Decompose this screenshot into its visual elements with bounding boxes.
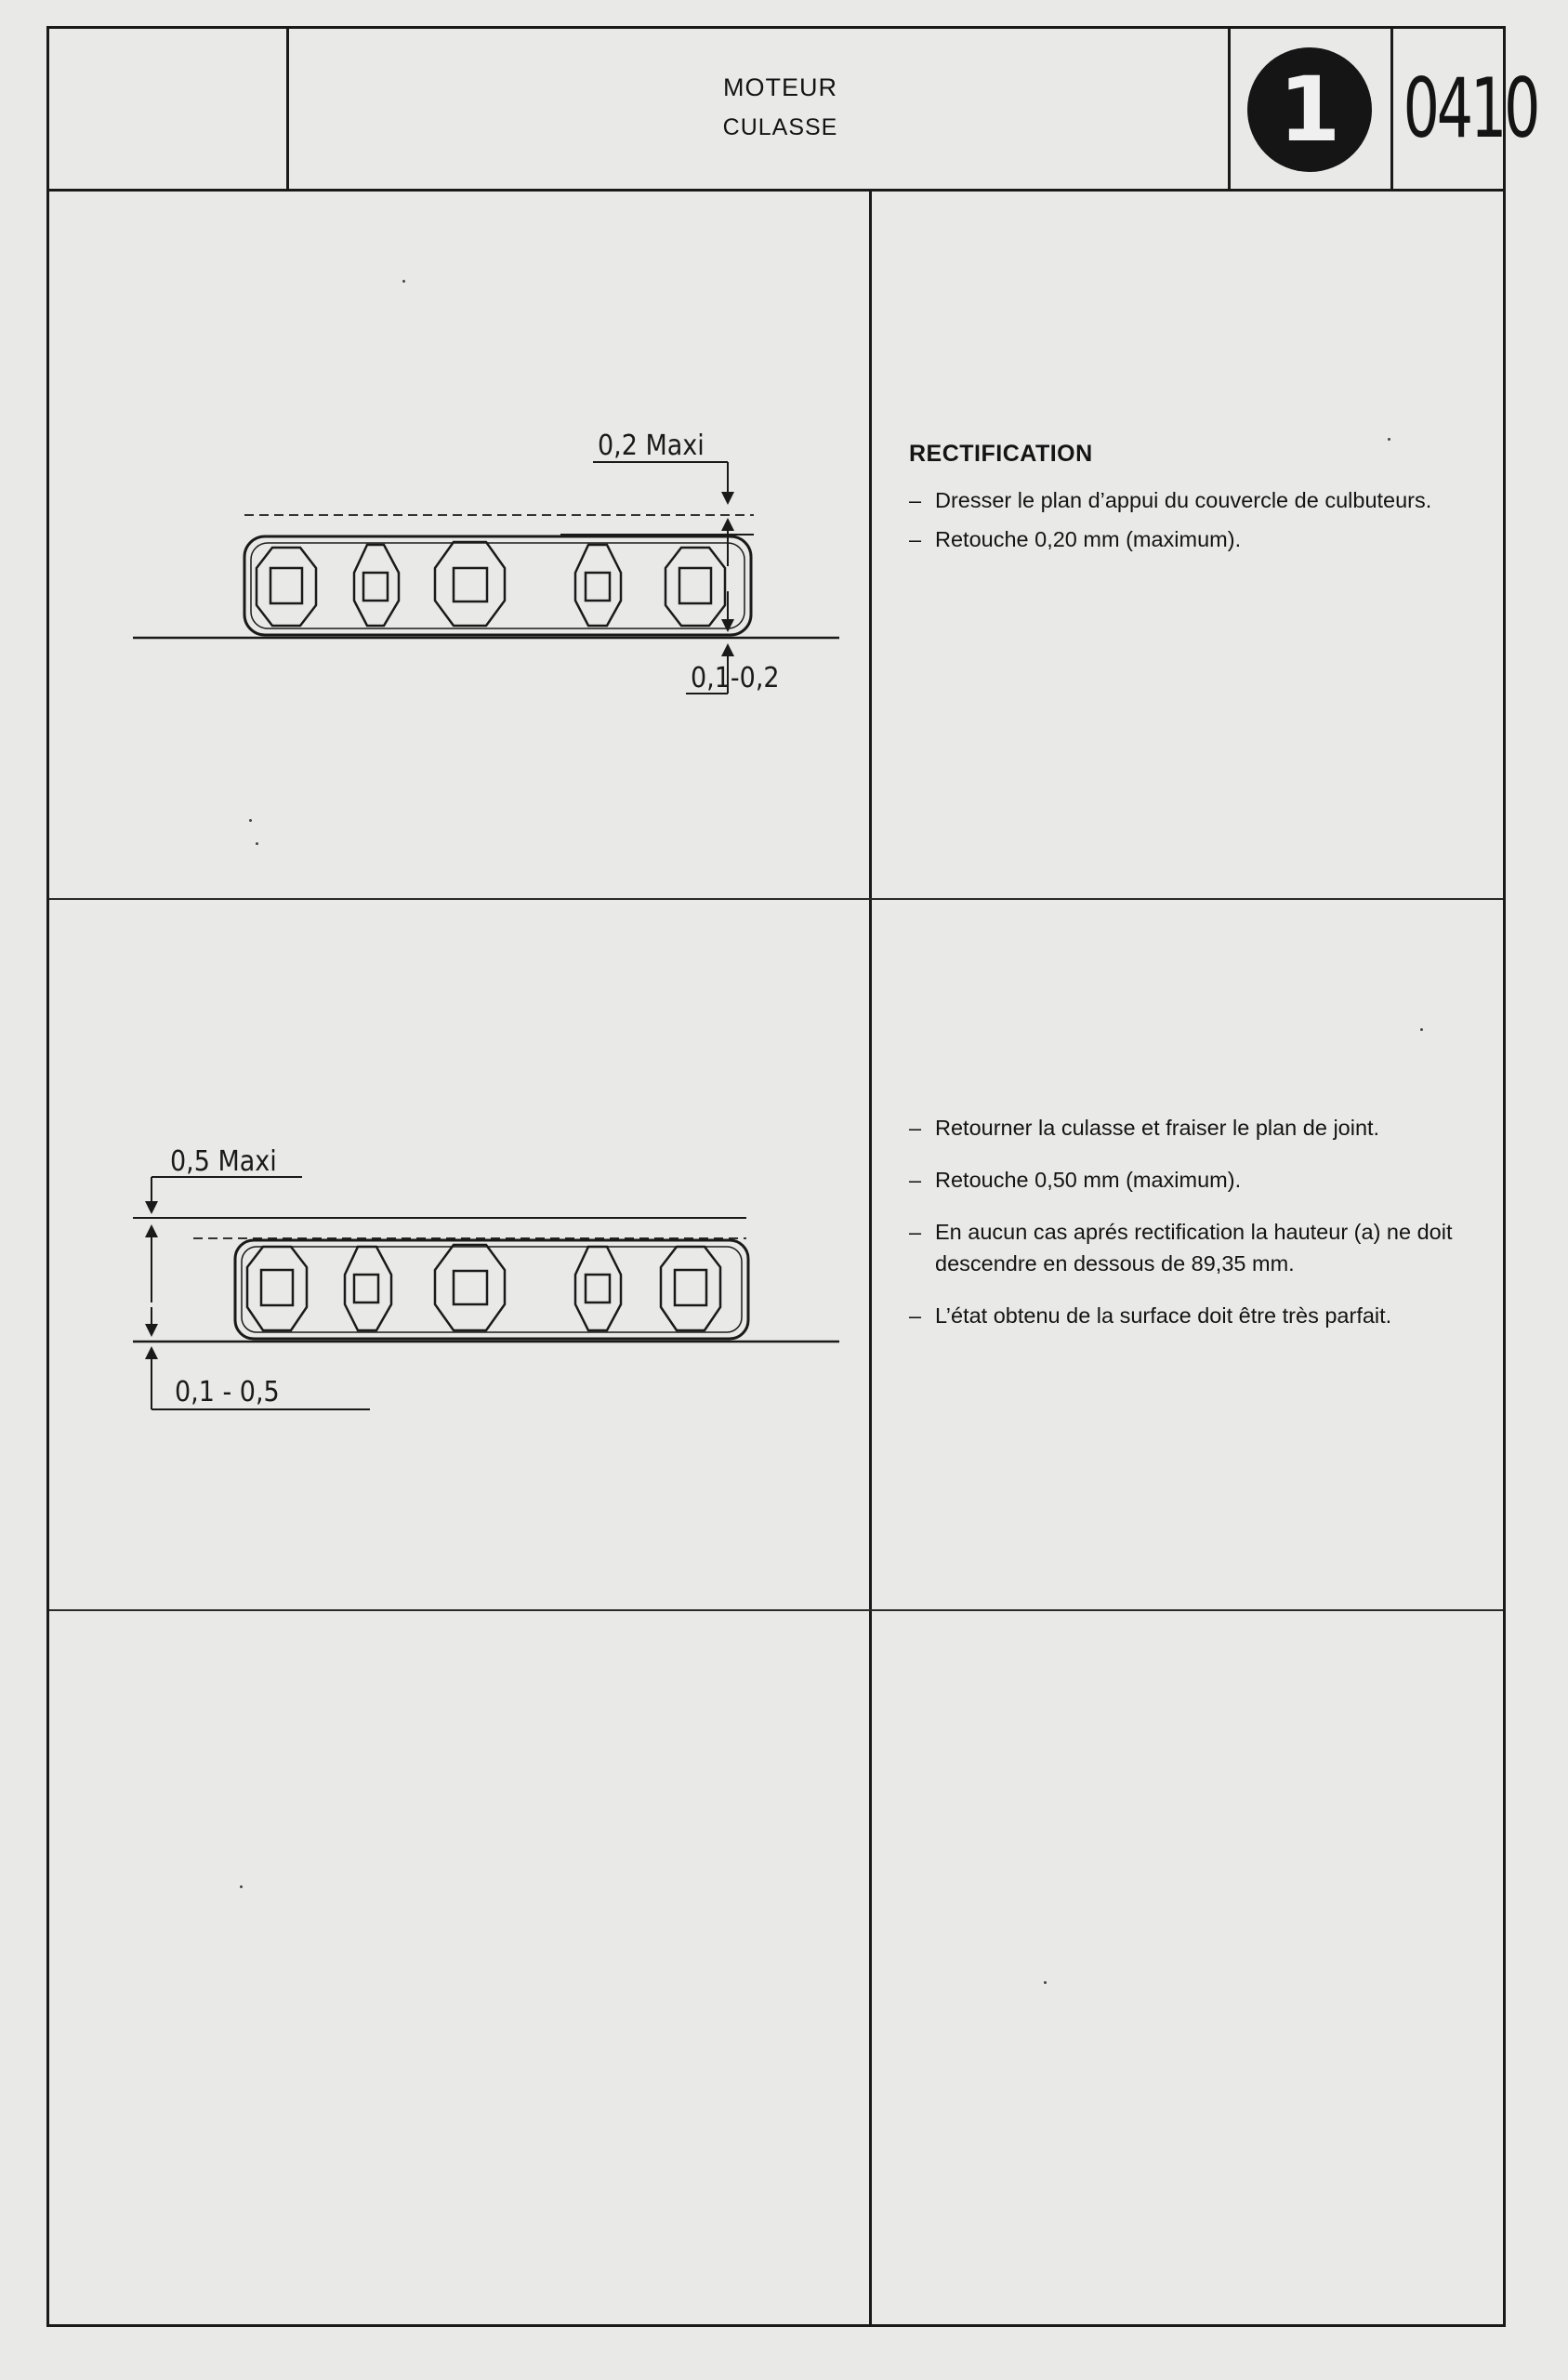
page-subtitle: CULASSE [722, 114, 838, 140]
section-heading: RECTIFICATION [909, 441, 1093, 467]
cylinder-head-diagram-top [133, 382, 858, 717]
dimension-label-top: 0,2 Maxi [598, 430, 705, 462]
header-title-cell [286, 29, 1274, 189]
list-item: – Dresser le plan d’appui du couvercle de culbuteurs. [909, 488, 1432, 512]
dimension-label-bottom: 0,1 - 0,5 [175, 1376, 280, 1408]
list-item: – Retourner la culasse et fraiser le plan de joint. [909, 1116, 1380, 1140]
section-1-text [909, 438, 1467, 555]
chapter-number-badge: 1 [1247, 47, 1372, 172]
column-divider [869, 189, 872, 2327]
row-divider-2 [49, 1609, 1503, 1611]
dimension-label-bottom: 0,1-0,2 [691, 662, 780, 694]
section-2-text [909, 1112, 1485, 1331]
list-item: – Retouche 0,50 mm (maximum). [909, 1168, 1242, 1192]
row-divider-1 [49, 898, 1503, 900]
page-title: MOTEUR [723, 73, 837, 101]
list-item: – En aucun cas aprés rectification la hauteur (a) ne doit descendre en dessous de 89,35 mm. [909, 1220, 1453, 1276]
list-item: – L’état obtenu de la surface doit être très parfait. [909, 1303, 1392, 1328]
header-empty-cell [49, 29, 289, 189]
cylinder-head-diagram-bottom [105, 1107, 849, 1423]
page-header [49, 29, 1538, 192]
document-sheet [46, 26, 1538, 2327]
dimension-label-top: 0,5 Maxi [170, 1145, 277, 1178]
chapter-badge-cell [1228, 29, 1393, 189]
list-item: – Retouche 0,20 mm (maximum). [909, 527, 1242, 551]
page-code: 0410 [1403, 60, 1538, 156]
